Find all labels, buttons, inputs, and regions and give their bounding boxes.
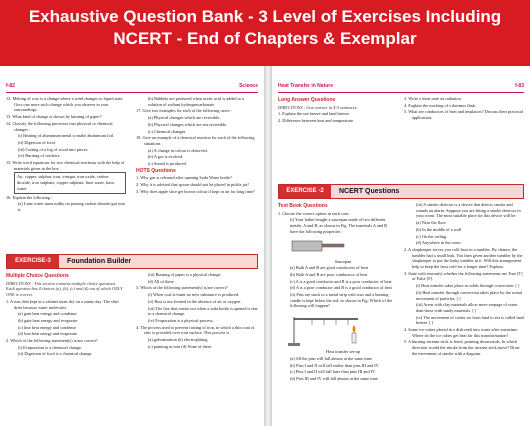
exercise-3-tag: EXERCISE-3 bbox=[7, 255, 59, 268]
option: (c) On the ceiling bbox=[416, 233, 447, 239]
question: 12. Melting of wax is a change where a solid changes to liquid state. Give one more such change which you observe in your surroundings. bbox=[6, 96, 124, 113]
long-answer-heading: Long Answer Questions bbox=[278, 97, 336, 103]
option: (c) Chemical changes. bbox=[148, 128, 187, 134]
question: 3. Which of the following statement(s) is/are correct? bbox=[136, 285, 228, 291]
option: (i) When coal is burnt no new substance is produced. bbox=[148, 292, 240, 298]
left-page bbox=[0, 80, 264, 426]
exercise-2-bar bbox=[278, 184, 524, 199]
hots-heading: HOTS Questions bbox=[136, 167, 176, 174]
option: (a) A change in colour is observed. bbox=[148, 147, 208, 153]
question: 18. Give an example of a chemical reaction for each of the following situations : bbox=[136, 135, 255, 146]
question: 1. A rust dish kept in a cabinet turns dry on a sunny day. The shirt dries because water molecules bbox=[6, 298, 119, 310]
statement: (i) Heat transfer takes place in solids through convection. [ ] bbox=[416, 283, 520, 289]
long-answer-directions: DIRECTIONS : Give answer in 4-5 sentences. bbox=[278, 104, 358, 110]
exercise-2-title: NCERT Questions bbox=[339, 188, 400, 195]
question: 1. Explain the sea breeze and land breeze. bbox=[278, 111, 350, 117]
option: (c) A is a good conductor and B is a poor conductor of heat bbox=[290, 278, 392, 284]
metal-strip-apparatus-figure bbox=[286, 311, 366, 347]
option: (b) In the middle of a wall bbox=[416, 226, 462, 232]
question: 1. Why gas is released after opening Soda Water bottle? bbox=[136, 175, 232, 181]
option: (ii) Rust is not formed in the absence of air or oxygen. bbox=[148, 298, 242, 304]
right-col-1-bottom bbox=[278, 202, 396, 383]
question: 5. A burning incense stick is fixed, pointing downwards. In which direction would the smoke from the incense stick move? Draw the movement of smoke with a diagram. bbox=[404, 339, 520, 356]
option: (d) A is a poor conductor and B is a good conductor of heat bbox=[290, 285, 392, 291]
option: (a) galvanisation (b) electroplating bbox=[148, 337, 208, 343]
left-page-number: f-82 bbox=[6, 83, 15, 89]
question-part: (iii) A smoke detector is a device that detects smoke and sounds an alarm. Suppose you are fitting a smoke detector in your room. The most suitable place for this device will be: bbox=[416, 202, 521, 219]
question: 2. Difference between heat and temperature. bbox=[278, 118, 355, 124]
option: (iv) Burning of crackers. bbox=[18, 153, 61, 159]
option: (a) Lime water turns milky on passing carbon dioxide gas into it. bbox=[18, 201, 125, 212]
question: 4. The process used to prevent rusting of iron, in which a thin coat of zinc is provided over iron surface. This process is bbox=[136, 324, 255, 336]
right-col-1-top bbox=[278, 96, 396, 125]
textbook-heading: Text Book Questions bbox=[278, 203, 328, 209]
exercise-3-title: Foundation Builder bbox=[67, 258, 132, 265]
exercise-2-tag: EXERCISE -2 bbox=[279, 185, 331, 198]
question: 2. Which of the following statement(s) is/are correct? bbox=[6, 338, 98, 344]
option: (c) painting in iron (d) None of these bbox=[148, 343, 212, 349]
exercise-3-bar bbox=[6, 254, 258, 269]
question: 17. Give two examples for each of the following cases : bbox=[136, 108, 232, 114]
question: 4. Explain the working of a thermos flask. bbox=[404, 102, 477, 108]
option: (iv) Evaporation is a physical process. bbox=[148, 317, 214, 323]
question: 2. Why it is advised that spoon should not be placed in pickle jar? bbox=[136, 182, 250, 188]
option: (iii) Cutting of a log of wood into pieces. bbox=[18, 146, 89, 152]
right-col-2-bottom bbox=[404, 202, 524, 358]
mcq-heading: Multiple Choice Questions bbox=[6, 273, 69, 279]
statement: (iv) The movement of cooler air from land to sea is called land breeze. [ ] bbox=[416, 314, 524, 326]
option: (ii) Digestion of food is a chemical change. bbox=[18, 351, 93, 357]
option: (c) Sound is produced. bbox=[148, 161, 187, 167]
question: 2. A shopkeeper serves you cold lassi in a tumbler. By chance, the tumbler had a small leak. You then given another tumbler by the shopkeeper to put the leaky tumbler in it. Will this arrangement help to keep the lassi cold for a longer time? Explain. bbox=[404, 246, 523, 270]
question: 3. Write a short note on radiation. bbox=[404, 96, 462, 101]
question: 5. What are conductors of heat and insulators? Discuss their practical application. bbox=[404, 109, 523, 121]
option: (ii) Digestion of food. bbox=[18, 139, 56, 145]
option: (b) Physical changes which are not reversible. bbox=[148, 121, 228, 127]
option: (iii) The fizz that comes out when a soda bottle is opened is due to a chemical change. bbox=[148, 305, 258, 317]
option: (a) Physical changes which are reversible. bbox=[148, 115, 221, 121]
option: (c) Pins I and II will fall later than pins III and IV bbox=[290, 369, 376, 375]
title-banner bbox=[0, 0, 530, 66]
right-page-header bbox=[278, 82, 524, 93]
option: (a) Both A and B are good conductors of heat bbox=[290, 265, 368, 271]
right-page-number: f-83 bbox=[515, 83, 524, 89]
question: 14. Classify the following processes into physical or chemical changes : bbox=[6, 120, 113, 132]
question: 15. Write word equations for two chemical reactions with the help of materials given in the box. bbox=[6, 160, 125, 171]
option: (b) A gas is evolved. bbox=[148, 154, 184, 160]
question: 13. What kind of change is shown by burning of paper? bbox=[6, 114, 102, 120]
statement: (ii) Heat transfer through convection takes place by the actual movement of particles. [ ] bbox=[416, 289, 523, 301]
right-page bbox=[272, 80, 530, 426]
left-page-section: Science bbox=[239, 83, 258, 89]
left-col-1 bbox=[6, 96, 126, 214]
option: (d) Pins III and IV will fall almost at the same time bbox=[290, 375, 378, 381]
option: (a) gain heat energy and condense bbox=[18, 311, 77, 317]
book-spine bbox=[264, 66, 272, 426]
statement: (iii) Areas with clay materials allow more seepage of water than those with sandy materials. [ ] bbox=[416, 302, 518, 313]
left-page-header bbox=[6, 82, 258, 93]
option: (i) Beating of aluminium metal to make aluminium foil. bbox=[18, 133, 115, 139]
option: (b) Bubbles are produced when acetic acid is added to a solution of sodium hydrogencarbonate. bbox=[148, 96, 244, 107]
question-part: (i) Your father bought a saucepan made of two different metals, A and B, as shown in Fig. The materials A and B have the following properties : bbox=[290, 217, 387, 234]
materials-box: Air, copper, sulphur, iron, vinegar, iron oxide, carbon dioxide, iron sulphate, copper sulphate, lime water, base, water bbox=[14, 172, 126, 193]
question: 1. Choose the correct option in each case. bbox=[278, 210, 350, 216]
option: (d) lose heat energy and evaporate bbox=[18, 331, 77, 337]
saucepan-caption: Saucepan bbox=[334, 258, 352, 264]
right-page-section: Heat Transfer in Nature bbox=[278, 83, 334, 89]
question: 3. State with reason(s) whether the following statements are True [T] or False [F]. bbox=[404, 270, 523, 282]
option: (d) Anywhere in the room bbox=[416, 240, 461, 246]
question-part: (ii) Pins are stuck to a metal strip with wax and a burning candle is kept below the rod, as shown in Fig. Which of the following will happen? bbox=[290, 292, 393, 309]
option: (iii) Burning of paper is a physical change. bbox=[148, 272, 222, 277]
option: (b) Pins I and II will fall earlier than pins III and IV bbox=[290, 362, 379, 368]
option: (a) All the pins will fall almost at the same time bbox=[290, 355, 372, 361]
left-col-2-bottom bbox=[136, 272, 258, 350]
option: (a) Near the floor bbox=[416, 220, 446, 226]
mcq-directions: DIRECTIONS : This section contains multiple choice questions. Each question has 4 choices (a), (b), (c) and (d) out of which ONLY ONE is correct. bbox=[6, 280, 123, 298]
question: 4. Some ice-cubes placed in a dish melt into water after sometime. Where do the ice cubes get heat for this transformation? bbox=[404, 327, 519, 338]
question: 3. Why does apple slice get brown colour if kept in air for long time? bbox=[136, 188, 255, 194]
right-col-2-top bbox=[404, 96, 524, 122]
option: (d) All of these bbox=[148, 278, 174, 284]
option: (i) Evaporation is a chemical change. bbox=[18, 344, 82, 350]
banner-title: Exhaustive Question Bank - 3 Level of Exercises Including NCERT - End of Chapters & Exemplar bbox=[28, 7, 502, 48]
question: 16. Explain the following : bbox=[6, 194, 53, 200]
option: (b) Both A and B are poor conductors of heat bbox=[290, 271, 368, 277]
saucepan-figure bbox=[286, 237, 346, 257]
left-col-1-bottom bbox=[6, 272, 126, 358]
left-col-2 bbox=[136, 96, 258, 196]
option: (b) gain heat energy and evaporate bbox=[18, 317, 78, 323]
apparatus-caption: Heat transfer set-up bbox=[326, 349, 360, 355]
option: (c) lose heat energy and condense bbox=[18, 324, 77, 330]
